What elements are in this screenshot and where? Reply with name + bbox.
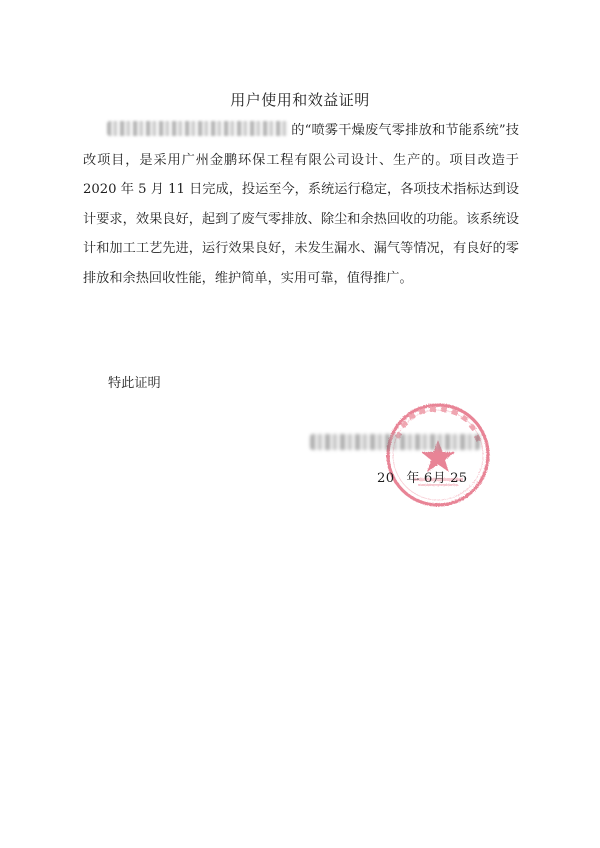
date-month-label: 月 [432,471,447,486]
document-title: 用户使用和效益证明 [230,91,370,109]
certificate-body [83,116,519,293]
redacted-signing-organization [310,434,480,450]
date-day: 25 [450,471,468,486]
company-seal-stamp [383,400,493,510]
date-year-label: 年 [406,471,420,486]
signature-date [377,467,467,486]
date-month: 6 [423,471,433,486]
closing-statement: 特此证明 [108,376,161,391]
date-year-prefix: 20 [377,471,395,486]
redacted-organization-name [107,121,289,136]
certificate-paragraph: 的“喷雾干燥废气零排放和节能系统”技改项目，是采用广州金鹏环保工程有限公司设计、生产的。项目改造于 2020 年 5 月 11 日完成，投运至今，系统运行稳定，各项技术指标达到设计要求，效果良好，起到了废气零排放、除尘和余热回收的功能。该系统设计和加工工艺先进，运行效果良好，未发生漏水、漏气等情况，有良好的零排放和余热回收性能，维护简单，实用可靠，值得推广。 [83,123,519,286]
